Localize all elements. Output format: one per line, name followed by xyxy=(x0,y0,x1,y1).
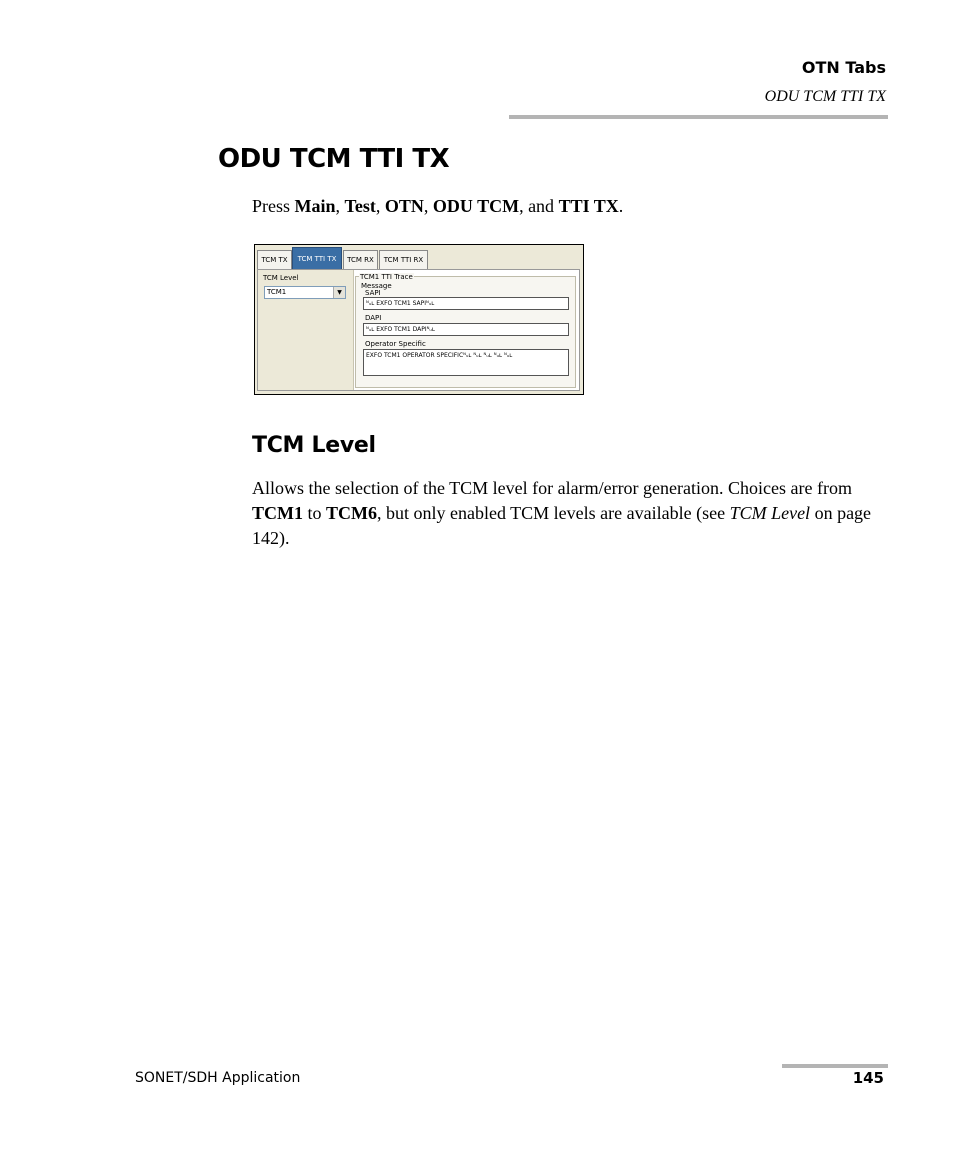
footer-rule xyxy=(782,1064,888,1068)
menu-test: Test xyxy=(344,196,376,216)
tti-trace-group xyxy=(355,273,576,388)
header-rule xyxy=(509,115,888,119)
menu-otn: OTN xyxy=(384,196,424,216)
dapi-field[interactable]: ᴺᵤʟ EXFO TCM1 DAPIᴺᵤʟ xyxy=(363,323,569,336)
operator-specific-field[interactable]: EXFO TCM1 OPERATOR SPECIFICᴺᵤʟ ᴺᵤʟ ᴺᵤʟ ᴺᵤʟ ᴺᵤʟ xyxy=(363,349,569,376)
tcm-level-value: TCM1 xyxy=(267,288,287,296)
menu-main: Main xyxy=(294,196,336,216)
footer-document-title: SONET/SDH Application xyxy=(135,1070,301,1086)
message-label: Message xyxy=(361,282,392,290)
page-title: ODU TCM TTI TX xyxy=(218,144,450,174)
instruction-paragraph: Press Main, Test, OTN, ODU TCM, and TTI TX. xyxy=(252,196,624,216)
page-number: 145 xyxy=(852,1069,884,1087)
running-header-subsection: ODU TCM TTI TX xyxy=(764,88,886,105)
cross-reference-link[interactable]: TCM Level xyxy=(729,503,811,523)
chevron-down-icon[interactable]: ▼ xyxy=(333,287,345,298)
tab-tcm-tx[interactable]: TCM TX xyxy=(257,250,292,269)
dapi-label: DAPI xyxy=(365,314,382,322)
menu-tti-tx: TTI TX xyxy=(558,196,619,216)
tab-tcm-tti-tx[interactable]: TCM TTI TX xyxy=(292,247,342,270)
running-header-section: OTN Tabs xyxy=(801,58,886,77)
ui-screenshot xyxy=(254,244,584,395)
sapi-field[interactable]: ᴺᵤʟ EXFO TCM1 SAPIᴺᵤʟ xyxy=(363,297,569,310)
tab-tcm-tti-rx[interactable]: TCM TTI RX xyxy=(379,250,428,269)
tab-tcm-rx[interactable]: TCM RX xyxy=(343,250,378,269)
section-heading: TCM Level xyxy=(252,433,376,458)
tcm-level-label: TCM Level xyxy=(263,274,299,282)
tcm-level-group xyxy=(258,270,354,390)
menu-odu-tcm: ODU TCM xyxy=(432,196,520,216)
trace-group-title: TCM1 TTI Trace xyxy=(360,273,413,281)
tcm-level-select[interactable] xyxy=(264,286,346,299)
sapi-label: SAPI xyxy=(365,289,381,297)
tcm-level-description: Allows the selection of the TCM level for alarm/error generation. Choices are from TCM1 to TCM6, but only enabled TCM levels are available (see TCM Level on page 142). xyxy=(252,478,872,548)
operator-specific-label: Operator Specific xyxy=(365,340,426,348)
tab-panel xyxy=(257,269,580,391)
